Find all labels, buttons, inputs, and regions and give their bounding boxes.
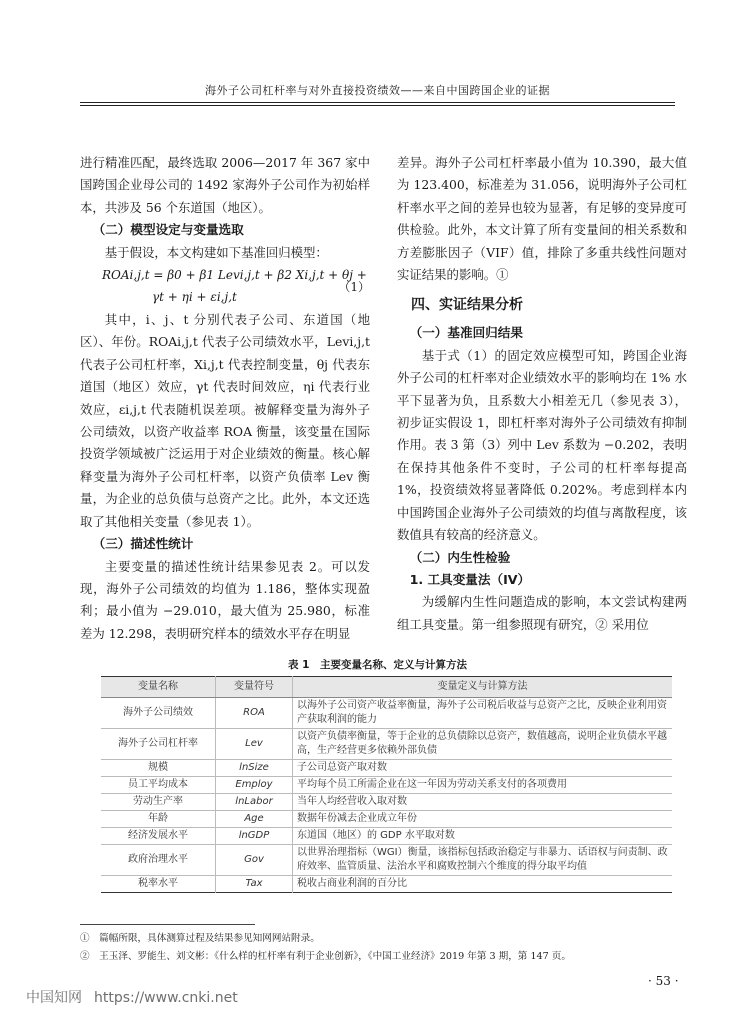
cell-definition: 以资产负债率衡量，等于企业的总负债除以总资产，数值越高，说明企业负债水平越高，生产经营更多依赖外部负债 (293, 729, 673, 760)
variables-table (101, 676, 672, 893)
cell-symbol: lnGDP (216, 828, 293, 845)
cell-name: 海外子公司绩效 (101, 698, 216, 729)
cell-definition: 以海外子公司资产收益率衡量，海外子公司税后收益与总资产之比，反映企业利用资产获取利润的能力 (293, 698, 673, 729)
formula-line-2: γt + ηi + εi,j,t (152, 290, 237, 305)
cell-definition: 子公司总资产取对数 (293, 760, 673, 777)
table-row (101, 760, 672, 777)
table-row (101, 777, 672, 794)
table-row (101, 729, 672, 760)
paragraph-model-intro: 基于假设，本文构建如下基准回归模型： (104, 244, 328, 260)
cell-symbol: Age (216, 811, 293, 828)
header-rule (80, 102, 675, 103)
page-number: · 53 · (648, 974, 679, 988)
heading-model: （二）模型设定与变量选取 (92, 222, 244, 238)
table-row (101, 698, 672, 729)
table-row (101, 794, 672, 811)
table-header-name: 变量名称 (101, 677, 216, 698)
cell-name: 年龄 (101, 811, 216, 828)
table-row (101, 828, 672, 845)
cell-definition: 税收占商业利润的百分比 (297, 878, 407, 889)
watermark-url: https://www.cnki.net (94, 990, 238, 1006)
cell-symbol: lnSize (216, 760, 293, 777)
paragraph-leverage-stats: 差异。海外子公司杠杆率最小值为 10.390，最大值为 123.400，标准差为 31.056，说明海外子公司杠杆率水平之间的差异也较为显著，有足够的变异度可供检验。此外，本文计算了所有变量间的相关系数和方差膨胀因子（VIF）值，排除了多重共线性问题对实证结果的影响。① (397, 155, 687, 283)
watermark-brand: 中国知网 (26, 990, 82, 1006)
cell-symbol: ROA (216, 698, 293, 729)
cell-symbol: Gov (216, 845, 293, 876)
paragraph-variables: 其中，i、j、t 分别代表子公司、东道国（地区）、年份。ROAi,j,t 代表子公司绩效水平，Levi,j,t 代表子公司杠杆率，Xi,j,t 代表控制变量，θj 代表东道国（地区）效应，γt 代表时间效应，ηi 代表行业效应，εi,j,t 代表随机误差项。被解释变量为海外子公司绩效，以资产收益率 ROA 衡量，该变量在国际投资学领域被广泛运用于对企业绩效的衡量。核心解释变量为海外子公司杠杆率，以资产负债率 Lev 衡量，为企业的总负债与总资产之比。此外，本文还选取了其他相关变量（参见表 1）。 (80, 312, 370, 529)
table-header-definition: 变量定义与计算方法 (293, 677, 673, 698)
cell-name: 海外子公司杠杆率 (101, 729, 216, 760)
watermark (26, 987, 238, 1007)
paragraph-sample: 进行精准匹配，最终选取 2006—2017 年 367 家中国跨国企业母公司的 1492 家海外子公司作为初始样本，共涉及 56 个东道国（地区）。 (80, 155, 370, 215)
cell-name: 税率水平 (138, 878, 178, 889)
cell-symbol: lnLabor (216, 794, 293, 811)
cell-definition: 东道国（地区）的 GDP 水平取对数 (293, 828, 673, 845)
footnote-2: ② 王玉泽、罗能生、刘文彬：《什么样的杠杆率有利于企业创新》，《中国工业经济》2019 年第 3 期，第 147 页。 (80, 951, 571, 962)
cell-definition: 数据年份减去企业成立年份 (293, 811, 673, 828)
cell-name: 经济发展水平 (101, 828, 216, 845)
table-row (101, 845, 672, 876)
cell-symbol: Tax (216, 876, 293, 893)
cell-symbol: Employ (216, 777, 293, 794)
paragraph-iv: 为缓解内生性问题造成的影响，本文尝试构建两组工具变量。第一组参照现有研究，② 采用位 (397, 594, 687, 632)
heading-iv: 1. 工具变量法（IV） (409, 571, 531, 587)
footnote-rule (80, 924, 255, 925)
heading-endogeneity: （二）内生性检验 (409, 549, 511, 565)
right-column (397, 152, 687, 636)
paragraph-baseline: 基于式（1）的固定效应模型可知，跨国企业海外子公司的杠杆率对企业绩效水平的影响均在 1% 水平下显著为负，且系数大小相差无几（参见表 3），初步证实假设 1，即杠杆率对海外子公司绩效有抑制作用。表 3 第（3）列中 Lev 系数为 −0.202，表明在保持其他条件不变时，子公司的杠杆率每提高 1%，投资绩效将显著降低 0.202%。考虑到样本内中国跨国企业海外子公司绩效的均值与离散程度，该数值具有较高的经济意义。 (397, 347, 687, 543)
paragraph-descriptive: 主要变量的描述性统计结果参见表 2。可以发现，海外子公司绩效的均值为 1.186，整体实现盈利；最小值为 −29.010，最大值为 25.980，标准差为 12.298，表明研究样本的绩效水平存在明显 (80, 558, 370, 641)
cell-symbol: Lev (216, 729, 293, 760)
table-header-row (101, 677, 672, 698)
heading-section-4: 四、实证结果分析 (411, 297, 523, 314)
table-header-symbol: 变量符号 (216, 677, 293, 698)
cell-name: 政府治理水平 (101, 845, 216, 876)
formula-line-1: ROAi,j,t = β0 + β1 Levi,j,t + β2 Xi,j,t + θj + (102, 268, 367, 283)
cell-definition: 以世界治理指标（WGI）衡量，该指标包括政治稳定与非暴力、话语权与问责制、政府效率、监管质量、法治水平和腐败控制六个维度的得分取平均值 (293, 845, 673, 876)
cell-definition: 当年人均经营收入取对数 (293, 794, 673, 811)
left-column (80, 152, 370, 645)
footnote-1: ① 篇幅所限，具体测算过程及结果参见知网网站附录。 (80, 933, 320, 944)
regression-formula (80, 264, 370, 309)
cell-name: 劳动生产率 (101, 794, 216, 811)
cell-name: 规模 (101, 760, 216, 777)
header-rule-thin (80, 105, 675, 106)
cell-name: 员工平均成本 (101, 777, 216, 794)
heading-baseline: （一）基准回归结果 (409, 325, 523, 341)
table-row (101, 811, 672, 828)
cell-definition: 平均每个员工所需企业在这一年因为劳动关系支付的各项费用 (293, 777, 673, 794)
table-row (101, 876, 672, 893)
running-title: 海外子公司杠杆率与对外直接投资绩效——来自中国跨国企业的证据 (205, 84, 550, 97)
table-title: 表 1 主要变量名称、定义与计算方法 (288, 659, 467, 671)
formula-number: （1） (338, 280, 370, 295)
heading-descriptive: （三）描述性统计 (92, 536, 194, 552)
